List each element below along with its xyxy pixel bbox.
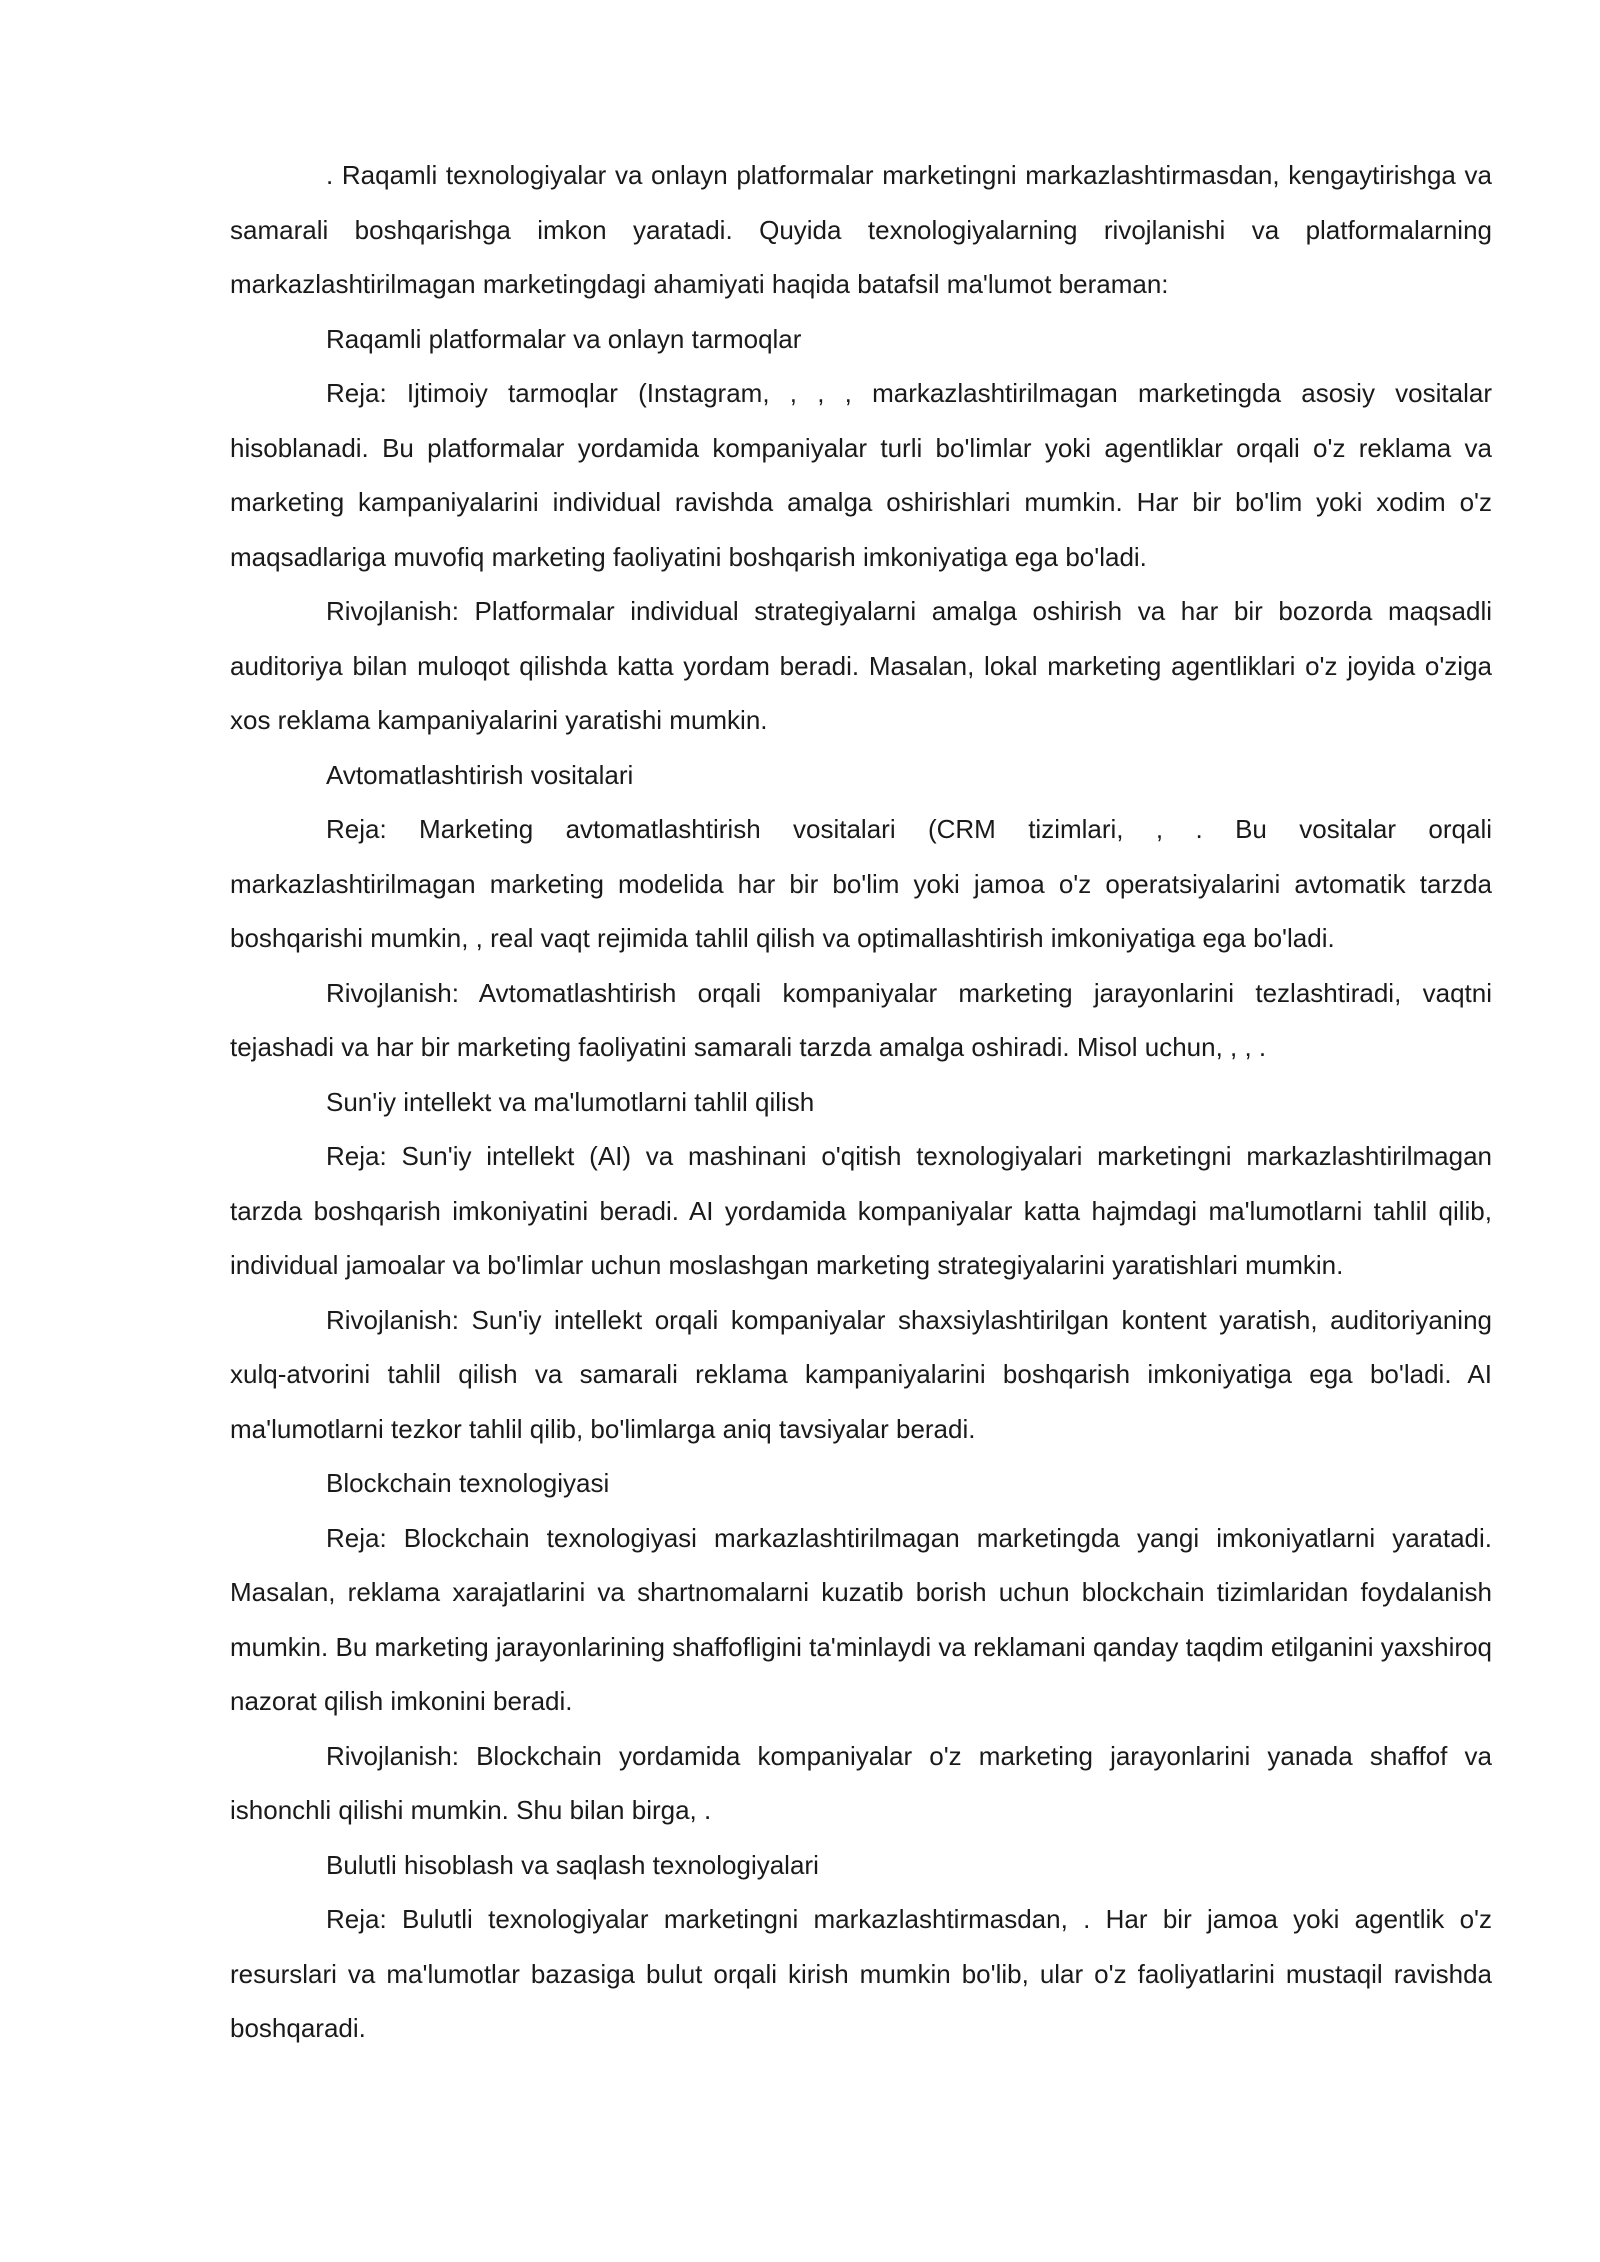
section-heading-automation: Avtomatlashtirish vositalari [326,759,634,790]
paragraph-plan: Reja: Sun'iy intellekt (AI) va mashinani o'qitish texnologiyalari marketingni markazlashtirilmagan tarzda boshqarish imkoniyatini beradi. AI yordamida kompaniyalar katta hajmdagi ma'lumotlarni tahlil qilib, individual jamoalar va bo'limlar uchun moslashgan marketing strategiyalarini yaratishlari mumkin. [230,1141,1492,1280]
paragraph-development: Rivojlanish: Avtomatlashtirish orqali kompaniyalar marketing jarayonlarini tezlashtiradi, vaqtni tejashadi va har bir marketing faoliyatini samarali tarzda amalga oshiradi. Misol uchun, , , . [230,977,1492,1062]
section-heading-ai: Sun'iy intellekt va ma'lumotlarni tahlil qilish [326,1086,815,1117]
paragraph-plan: Reja: Ijtimoiy tarmoqlar (Instagram, , , , markazlashtirilmagan marketingda asosiy vositalar hisoblanadi. Bu platformalar yordamida kompaniyalar turli bo'limlar yoki agentliklar orqali o'z reklama va marketing kampaniyalarini individual ravishda amalga oshirishlari mumkin. Har bir bo'lim yoki xodim o'z maqsadlariga muvofiq marketing faoliyatini boshqarish imkoniyatiga ega bo'ladi. [230,378,1492,572]
section-heading-digital-platforms: Raqamli platformalar va onlayn tarmoqlar [326,323,802,354]
paragraph-intro: . Raqamli texnologiyalar va onlayn platformalar marketingni markazlashtirmasdan, kengaytirishga va samarali boshqarishga imkon yaratadi. Quyida texnologiyalarning rivojlanishi va platformalarning markazlashtirilmagan marketingdagi ahamiyati haqida batafsil ma'lumot beraman: [230,160,1492,299]
paragraph-development: Rivojlanish: Platformalar individual strategiyalarni amalga oshirish va har bir bozorda maqsadli auditoriya bilan muloqot qilishda katta yordam beradi. Masalan, lokal marketing agentliklari o'z joyida o'ziga xos reklama kampaniyalarini yaratishi mumkin. [230,596,1492,735]
paragraph-plan: Reja: Blockchain texnologiyasi markazlashtirilmagan marketingda yangi imkoniyatlarni yaratadi. Masalan, reklama xarajatlarini va shartnomalarni kuzatib borish uchun blockchain tizimlaridan foydalanish mumkin. Bu marketing jarayonlarining shaffofligini ta'minlaydi va reklamani qanday taqdim etilganini yaxshiroq nazorat qilish imkonini beradi. [230,1522,1492,1716]
section-heading-cloud: Bulutli hisoblash va saqlash texnologiyalari [326,1849,819,1880]
paragraph-development: Rivojlanish: Sun'iy intellekt orqali kompaniyalar shaxsiylashtirilgan kontent yaratish, auditoriyaning xulq-atvorini tahlil qilish va samarali reklama kampaniyalarini boshqarish imkoniyatiga ega bo'ladi. AI ma'lumotlarni tezkor tahlil qilib, bo'limlarga aniq tavsiyalar beradi. [230,1304,1492,1444]
document-body [230,148,1492,2056]
paragraph-development: Rivojlanish: Blockchain yordamida kompaniyalar o'z marketing jarayonlarini yanada shaffof va ishonchli qilishi mumkin. Shu bilan birga, . [230,1740,1492,1825]
paragraph-plan: Reja: Bulutli texnologiyalar marketingni markazlashtirmasdan, . Har bir jamoa yoki agentlik o'z resurslari va ma'lumotlar bazasiga bulut orqali kirish mumkin bo'lib, ular o'z faoliyatlarini mustaqil ravishda boshqaradi. [230,1904,1492,2043]
section-heading-blockchain: Blockchain texnologiyasi [326,1468,610,1498]
paragraph-plan: Reja: Marketing avtomatlashtirish vositalari (CRM tizimlari, , . Bu vositalar orqali markazlashtirilmagan marketing modelida har bir bo'lim yoki jamoa o'z operatsiyalarini avtomatik tarzda boshqarishi mumkin, , real vaqt rejimida tahlil qilish va optimallashtirish imkoniyatiga ega bo'ladi. [230,814,1492,953]
